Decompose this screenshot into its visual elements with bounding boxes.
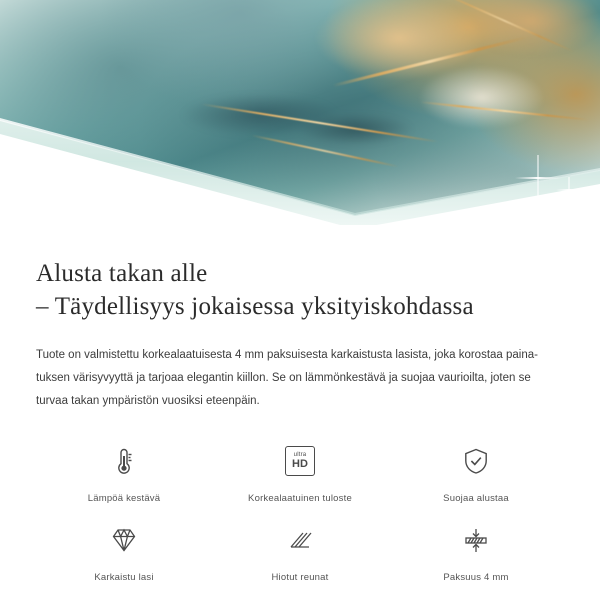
diamond-icon [102, 518, 146, 562]
page-title [36, 257, 564, 324]
body-paragraph: Tuote on valmistettu korkealaatuisesta 4 mm paksuisesta karkaistusta lasista, joka korostaa paina-tuksen värisyvyyttä ja tarjoaa elegantin kiillon. Se on lämmönkestävä ja suojaa vaurioilta, joten se turvaa takan ympäristön vuosiksi eteenpäin. [36, 348, 538, 407]
feature-item-protects-surface [388, 439, 564, 504]
feature-grid [36, 439, 564, 583]
thickness-icon [454, 518, 498, 562]
hero-image [0, 0, 600, 225]
shield-check-icon [454, 439, 498, 483]
feature-label: Hiotut reunat [271, 571, 329, 583]
feature-label: Suojaa alustaa [443, 492, 509, 504]
feature-item-ultra-hd [212, 439, 388, 504]
feature-label: Korkealaatuinen tuloste [248, 492, 352, 504]
headline-line-1: Alusta takan alle [36, 260, 208, 287]
feature-item-polished-edges [212, 518, 388, 583]
ultra-hd-top-text: ultra [293, 451, 307, 458]
feature-label: Lämpöä kestävä [87, 492, 161, 504]
headline-line-2: – Täydellisyys jokaisessa yksityiskohdassa [36, 293, 474, 321]
thermometer-icon [102, 439, 146, 483]
ultra-hd-bottom-text: HD [292, 457, 308, 470]
marble-dark-region [140, 55, 440, 175]
feature-item-tempered-glass [36, 518, 212, 583]
ultra-hd-icon [278, 439, 322, 483]
content-section [0, 225, 600, 583]
feature-item-thickness [388, 518, 564, 583]
polished-edges-icon [278, 518, 322, 562]
feature-label: Karkaistu lasi [94, 571, 154, 583]
feature-label: Paksuus 4 mm [443, 571, 509, 583]
feature-item-heat-resistant [36, 439, 212, 504]
